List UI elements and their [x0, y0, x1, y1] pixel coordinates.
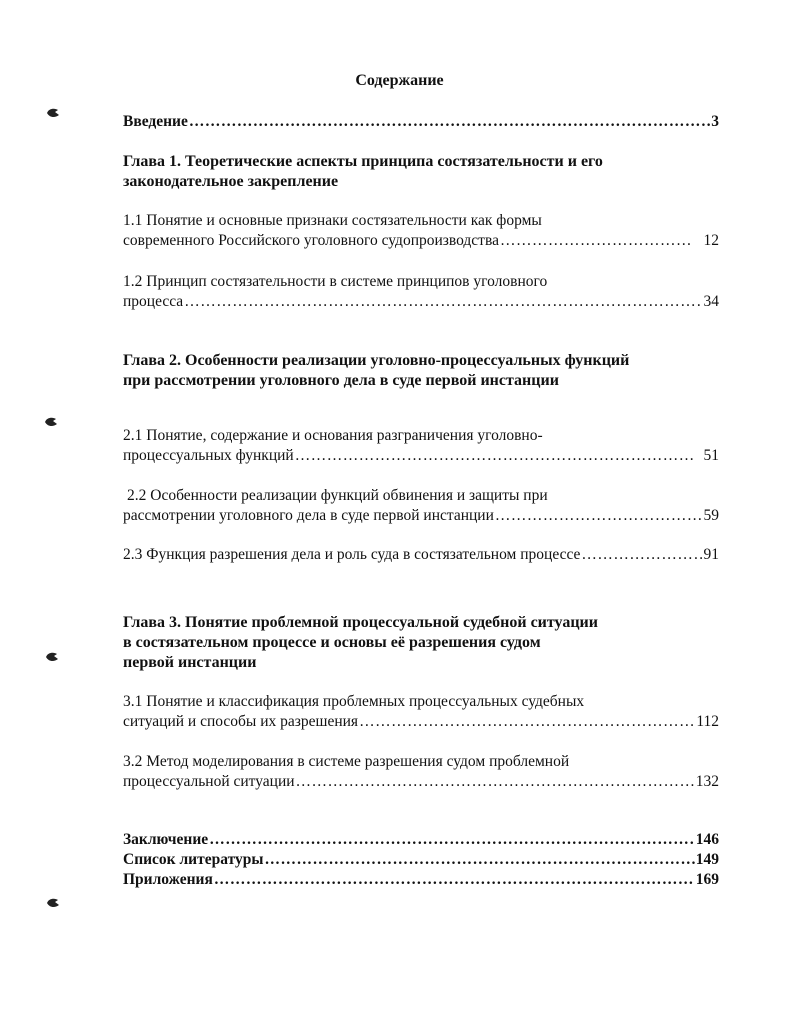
- leader-dots: [214, 870, 695, 890]
- toc-page-number: 146: [695, 831, 719, 848]
- toc-page-number: 34: [703, 293, 719, 310]
- toc-entry-1-2: [123, 272, 719, 312]
- toc-page-number: 3: [711, 113, 719, 130]
- leader-dots: [359, 712, 695, 732]
- leader-dots: [184, 292, 702, 312]
- toc-entry-3-1: [123, 692, 719, 732]
- toc-page-number: 12: [703, 232, 719, 249]
- page-title: Содержание: [355, 72, 444, 89]
- toc-entry-3-2: [123, 752, 719, 792]
- toc-page-number: 132: [695, 773, 719, 790]
- toc-label: Заключение: [123, 831, 209, 848]
- toc-entry-line: ситуаций и способы их разрешения: [123, 713, 359, 730]
- leader-dots: [264, 850, 694, 870]
- toc-label: Введение: [123, 113, 188, 130]
- hole-punch-mark-2: [44, 416, 58, 428]
- leader-dots: [209, 830, 695, 850]
- chapter-2-title-line-2: при рассмотрении уголовного дела в суде первой инстанции: [123, 372, 559, 389]
- chapter-2-title: [123, 351, 719, 391]
- chapter-1-title-line-2: законодательное закрепление: [123, 173, 339, 190]
- leader-dots: [495, 506, 703, 526]
- hole-punch-mark-3: [45, 651, 59, 663]
- toc-entry-line: 3.1 Понятие и классификация проблемных процессуальных судебных: [123, 693, 585, 710]
- toc-page-number: 59: [703, 507, 719, 524]
- chapter-3-title-line-1: Глава 3. Понятие проблемной процессуальной судебной ситуации: [123, 614, 598, 631]
- leader-dots: [581, 545, 702, 565]
- chapter-2-title-line-1: Глава 2. Особенности реализации уголовно-процессуальных функций: [123, 352, 630, 369]
- toc-entry-references: [123, 850, 719, 870]
- chapter-3-title-line-3: первой инстанции: [123, 654, 257, 671]
- toc-entry-2-2: [123, 486, 719, 526]
- toc-entry-2-3: [123, 545, 719, 565]
- toc-page-number: 169: [695, 871, 719, 888]
- toc-entry-appendix: [123, 870, 719, 890]
- leader-dots: [189, 112, 710, 132]
- toc-page-number: 91: [703, 546, 719, 563]
- leader-dots: [295, 446, 695, 466]
- toc-entry-line: 3.2 Метод моделирования в системе разрешения судом проблемной: [123, 753, 570, 770]
- toc-entry-line: процессуальных функций: [123, 447, 294, 464]
- chapter-3-title-line-2: в состязательном процессе и основы её разрешения судом: [123, 634, 541, 651]
- toc-entry-line: 2.3 Функция разрешения дела и роль суда в состязательном процессе: [123, 546, 581, 563]
- toc-label: Приложения: [123, 871, 213, 888]
- toc-entry-introduction: [123, 112, 719, 132]
- leader-dots: [500, 231, 693, 251]
- toc-page-number: 112: [696, 713, 719, 730]
- toc-page-number: 51: [703, 447, 719, 464]
- toc-page-number: 149: [695, 851, 719, 868]
- toc-entry-conclusion: [123, 830, 719, 850]
- hole-punch-mark-4: [46, 897, 60, 909]
- chapter-1-title: [123, 152, 719, 192]
- toc-entry-1-1: [123, 211, 719, 251]
- hole-punch-mark-1: [46, 107, 60, 119]
- toc-entry-line: 2.1 Понятие, содержание и основания разграничения уголовно-: [123, 427, 543, 444]
- toc-entry-2-1: [123, 426, 719, 466]
- leader-dots: [296, 772, 695, 792]
- toc-label: Список литературы: [123, 851, 264, 868]
- chapter-3-title: [123, 613, 719, 673]
- toc-entry-line: 2.2 Особенности реализации функций обвинения и защиты при: [127, 487, 548, 504]
- toc-entry-line: процесса: [123, 293, 184, 310]
- toc-entry-line: 1.1 Понятие и основные признаки состязательности как формы: [123, 212, 542, 229]
- toc-entry-line: современного Российского уголовного судопроизводства: [123, 232, 499, 249]
- toc-entry-line: рассмотрении уголовного дела в суде первой инстанции: [123, 507, 494, 524]
- chapter-1-title-line-1: Глава 1. Теоретические аспекты принципа состязательности и его: [123, 153, 603, 170]
- toc-entry-line: процессуальной ситуации: [123, 773, 295, 790]
- toc-entry-line: 1.2 Принцип состязательности в системе принципов уголовного: [123, 273, 548, 290]
